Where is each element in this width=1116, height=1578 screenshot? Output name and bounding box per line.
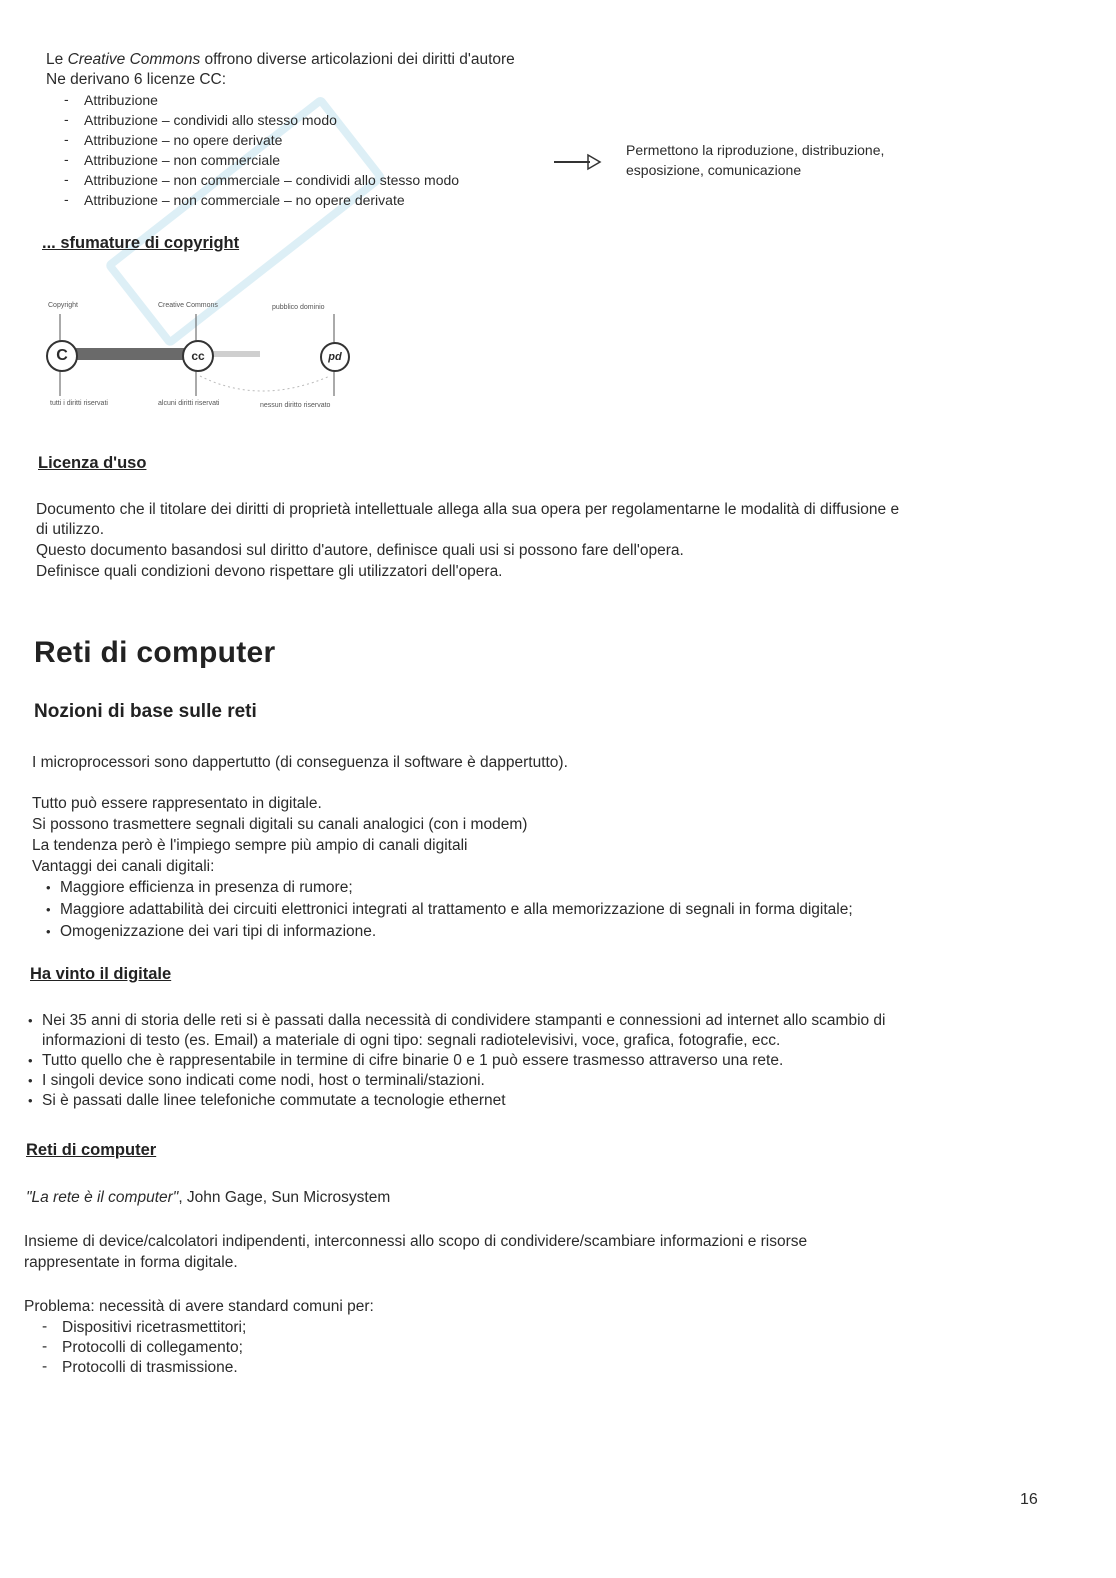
licenza-p1-line2: di utilizzo. <box>36 521 105 538</box>
list-item: - Dispositivi ricetrasmettitori; <box>62 1318 246 1338</box>
arrow-right-icon <box>552 150 602 172</box>
list-item: • Maggiore efficienza in presenza di rumore; <box>60 878 853 898</box>
advantages-list <box>60 878 853 942</box>
label-copyright: Copyright <box>48 302 78 309</box>
list-item: - Attribuzione – condividi allo stesso modo <box>84 110 459 130</box>
label-tutti-diritti: tutti i diritti riservati <box>50 400 108 407</box>
arrow-note: Permettono la riproduzione, distribuzione, esposizione, comunicazione <box>626 142 885 178</box>
digitale-heading: Ha vinto il digitale <box>30 965 172 983</box>
nozioni-p5: Vantaggi dei canali digitali: <box>32 858 215 875</box>
list-item: - Protocolli di collegamento; <box>62 1338 246 1358</box>
public-domain-symbol-icon: pd <box>320 342 350 372</box>
definition-line-2: rappresentate in forma digitale. <box>24 1254 238 1271</box>
nozioni-p4: La tendenza però è l'impiego sempre più ampio di canali digitali <box>32 837 468 854</box>
copyright-symbol-icon: C <box>46 340 78 372</box>
licenza-p3: Definisce quali condizioni devono rispettare gli utilizzatori dell'opera. <box>36 563 503 580</box>
intro-line-1: Le Creative Commons offrono diverse articolazioni dei diritti d'autore <box>46 51 515 68</box>
nozioni-p1: I microprocessori sono dappertutto (di conseguenza il software è dappertutto). <box>32 754 568 771</box>
list-item: • Omogenizzazione dei vari tipi di informazione. <box>60 922 853 942</box>
list-item: - Attribuzione <box>84 90 459 110</box>
list-item: • Si è passati dalle linee telefoniche commutate a tecnologie ethernet <box>42 1091 886 1111</box>
licenza-p1-line1: Documento che il titolare dei diritti di proprietà intellettuale allega alla sua opera per regolamentarne le modalità di diffusione e <box>36 501 900 518</box>
sfumature-heading: ... sfumature di copyright <box>42 234 240 252</box>
list-item: - Attribuzione – no opere derivate <box>84 130 459 150</box>
digitale-list <box>42 1011 886 1111</box>
page-number: 16 <box>1020 1491 1038 1508</box>
problema: Problema: necessità di avere standard comuni per: <box>24 1298 374 1315</box>
intro-line-2: Ne derivano 6 licenze CC: <box>46 71 227 88</box>
list-item: • I singoli device sono indicati come nodi, host o terminali/stazioni. <box>42 1071 886 1091</box>
list-item: • Maggiore adattabilità dei circuiti elettronici integrati al trattamento e alla memorizzazione di segnali in forma digitale; <box>60 900 853 920</box>
copyright-diagram <box>40 296 360 416</box>
list-item: - Attribuzione – non commerciale <box>84 150 459 170</box>
list-item: - Attribuzione – non commerciale – no opere derivate <box>84 190 459 210</box>
quote: "La rete è il computer", John Gage, Sun Microsystem <box>26 1189 391 1206</box>
label-nessun-diritto: nessun diritto riservato <box>260 402 331 409</box>
creative-commons-symbol-icon: cc <box>182 340 214 372</box>
chapter-title: Reti di computer <box>34 636 276 669</box>
label-alcuni-diritti: alcuni diritti riservati <box>158 400 220 407</box>
nozioni-p2: Tutto può essere rappresentato in digitale. <box>32 795 322 812</box>
section-title: Nozioni di base sulle reti <box>34 701 257 722</box>
licenza-heading: Licenza d'uso <box>38 454 147 472</box>
list-item: - Attribuzione – non commerciale – condividi allo stesso modo <box>84 170 459 190</box>
list-item: • Nei 35 anni di storia delle reti si è passati dalla necessità di condividere stampanti e connessioni ad internet allo scambio di informazioni di testo (es. Email) a materiale di ogni tipo: segnali radiotelevisivi, voce, grafica, fotografie, ecc. <box>42 1011 886 1051</box>
licenza-p2: Questo documento basandosi sul diritto d'autore, definisce quali usi si possono fare dell'opera. <box>36 542 684 559</box>
definition-line-1: Insieme di device/calcolatori indipendenti, interconnessi allo scopo di condividere/scambiare informazioni e risorse <box>24 1233 808 1250</box>
nozioni-p3: Si possono trasmettere segnali digitali su canali analogici (con i modem) <box>32 816 528 833</box>
label-creative-commons: Creative Commons <box>158 302 218 309</box>
list-item: • Tutto quello che è rappresentabile in termine di cifre binarie 0 e 1 può essere trasmesso attraverso una rete. <box>42 1051 886 1071</box>
standards-list <box>62 1318 246 1378</box>
reti-heading: Reti di computer <box>26 1141 157 1159</box>
label-pubblico-dominio: pubblico dominio <box>272 304 325 311</box>
license-list <box>84 90 459 210</box>
list-item: - Protocolli di trasmissione. <box>62 1358 246 1378</box>
